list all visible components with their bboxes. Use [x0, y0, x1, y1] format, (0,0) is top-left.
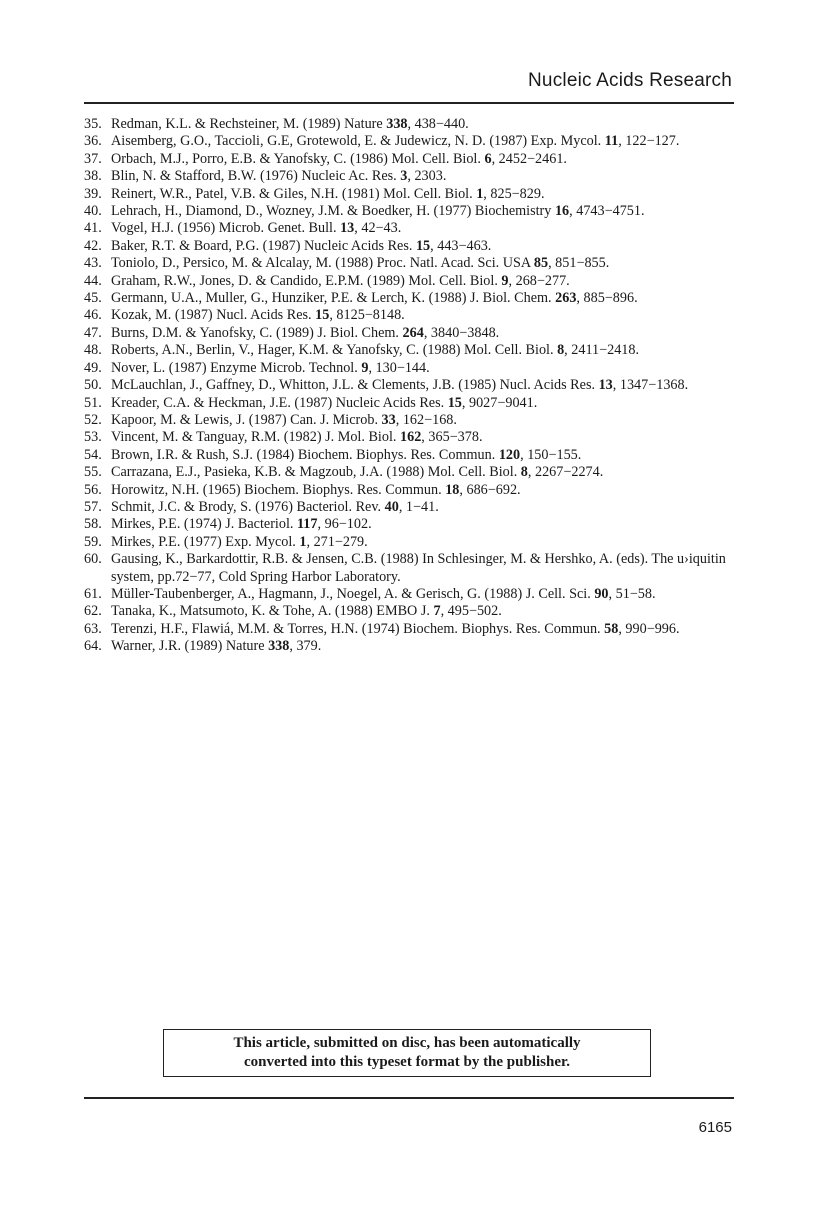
- reference-text: Toniolo, D., Persico, M. & Alcalay, M. (1988) Proc. Natl. Acad. Sci. USA: [111, 255, 534, 272]
- reference-pages: , 8125−8148.: [329, 307, 405, 324]
- reference-pages: , 851−855.: [548, 255, 610, 272]
- reference-number: 39.: [84, 185, 102, 202]
- reference-volume: 40: [384, 498, 399, 515]
- reference-item: [84, 603, 744, 620]
- reference-volume: 15: [447, 394, 462, 411]
- reference-volume: 9: [501, 272, 509, 289]
- reference-text: Kapoor, M. & Lewis, J. (1987) Can. J. Microb.: [111, 411, 382, 428]
- reference-pages: , 2303.: [407, 168, 447, 185]
- reference-pages: , 42−43.: [354, 220, 402, 237]
- reference-number: 44.: [84, 272, 102, 289]
- reference-volume: 3: [400, 168, 408, 185]
- disc-notice-box: [163, 1029, 651, 1077]
- reference-pages: , 2452−2461.: [491, 150, 567, 167]
- notice-line-1: This article, submitted on disc, has been automatically: [233, 1035, 581, 1051]
- reference-item: [84, 342, 744, 359]
- reference-volume: 85: [533, 255, 549, 272]
- reference-text: Terenzi, H.F., Flawiá, M.M. & Torres, H.N. (1974) Biochem. Biophys. Res. Commun.: [111, 620, 605, 637]
- reference-pages: , 885−896.: [576, 290, 638, 307]
- reference-item: [84, 168, 744, 185]
- reference-item: [84, 447, 744, 464]
- reference-text: Graham, R.W., Jones, D. & Candido, E.P.M. (1989) Mol. Cell. Biol.: [111, 272, 502, 289]
- reference-number: 42.: [84, 237, 102, 254]
- reference-item: [84, 151, 744, 168]
- reference-pages: , 130−144.: [368, 359, 430, 376]
- footer-rule: [84, 1097, 734, 1099]
- reference-text: Burns, D.M. & Yanofsky, C. (1989) J. Biol. Chem.: [111, 324, 403, 341]
- reference-number: 50.: [84, 377, 102, 394]
- reference-volume: 33: [381, 411, 396, 428]
- reference-volume: 162: [400, 429, 422, 446]
- reference-pages: , 9027−9041.: [461, 394, 538, 411]
- reference-number: 51.: [84, 394, 102, 411]
- reference-volume: 117: [297, 516, 318, 533]
- reference-volume: 9: [361, 359, 369, 376]
- reference-number: 46.: [84, 307, 102, 324]
- reference-pages: , 268−277.: [508, 272, 570, 289]
- reference-pages: , 3840−3848.: [423, 324, 500, 341]
- reference-item: [84, 307, 744, 324]
- reference-volume: 58: [604, 620, 619, 637]
- reference-number: 38.: [84, 168, 102, 185]
- reference-number: 59.: [84, 533, 102, 550]
- reference-volume: 8: [520, 464, 528, 481]
- reference-volume: 264: [402, 324, 424, 341]
- reference-text: Roberts, A.N., Berlin, V., Hager, K.M. & Yanofsky, C. (1988) Mol. Cell. Biol.: [111, 342, 558, 359]
- reference-text: Schmit, J.C. & Brody, S. (1976) Bacteriol. Rev.: [111, 498, 385, 515]
- reference-pages: , 150−155.: [520, 446, 582, 463]
- reference-number: 52.: [84, 411, 102, 428]
- reference-item: [84, 395, 744, 412]
- reference-pages: , 1−41.: [398, 498, 439, 515]
- reference-text: Nover, L. (1987) Enzyme Microb. Technol.: [111, 359, 362, 376]
- reference-volume: 11: [604, 133, 619, 150]
- reference-volume: 120: [498, 446, 521, 463]
- reference-number: 36.: [84, 133, 102, 150]
- reference-number: 43.: [84, 255, 102, 272]
- reference-continuation: system, pp.72−77, Cold Spring Harbor Laboratory.: [111, 568, 401, 585]
- reference-number: 58.: [84, 516, 102, 533]
- reference-text: Aisemberg, G.O., Taccioli, G.E, Grotewold, E. & Judewicz, N. D. (1987) Exp. Mycol.: [111, 133, 605, 150]
- reference-number: 40.: [84, 203, 102, 220]
- reference-item: [84, 621, 744, 638]
- reference-pages: , 122−127.: [618, 133, 680, 150]
- reference-text: Orbach, M.J., Porro, E.B. & Yanofsky, C. (1986) Mol. Cell. Biol.: [111, 150, 485, 167]
- reference-text: Vogel, H.J. (1956) Microb. Genet. Bull.: [111, 220, 341, 237]
- reference-volume: 18: [445, 481, 460, 498]
- reference-volume: 15: [315, 307, 330, 324]
- reference-volume: 13: [598, 377, 613, 394]
- reference-item: [84, 116, 744, 133]
- reference-volume: 8: [557, 342, 565, 359]
- reference-text: Müller-Taubenberger, A., Hagmann, J., Noegel, A. & Gerisch, G. (1988) J. Cell. Sci.: [111, 585, 595, 602]
- reference-number: 60.: [84, 551, 102, 568]
- reference-number: 37.: [84, 150, 102, 167]
- reference-item: [84, 516, 744, 533]
- reference-item: [84, 325, 744, 342]
- reference-number: 54.: [84, 446, 102, 463]
- reference-pages: , 4743−4751.: [569, 203, 645, 220]
- reference-item: [84, 377, 744, 394]
- reference-item: [84, 255, 744, 272]
- reference-item: [84, 290, 744, 307]
- reference-pages: , 96−102.: [317, 516, 372, 533]
- reference-item: [84, 273, 744, 290]
- header-rule: [84, 102, 734, 104]
- reference-text: Brown, I.R. & Rush, S.J. (1984) Biochem. Biophys. Res. Commun.: [111, 446, 499, 463]
- reference-number: 41.: [84, 220, 102, 237]
- reference-text: Redman, K.L. & Rechsteiner, M. (1989) Nature: [111, 116, 387, 132]
- reference-number: 47.: [84, 324, 102, 341]
- reference-text: McLauchlan, J., Gaffney, D., Whitton, J.L. & Clements, J.B. (1985) Nucl. Acids Res.: [111, 377, 599, 394]
- reference-item: [84, 133, 744, 150]
- reference-volume: 338: [386, 116, 408, 132]
- reference-volume: 15: [415, 237, 431, 254]
- reference-volume: 16: [554, 203, 570, 220]
- reference-pages: , 1347−1368.: [612, 377, 689, 394]
- reference-volume: 338: [268, 638, 290, 655]
- reference-item: [84, 534, 744, 551]
- reference-item: [84, 186, 744, 203]
- reference-pages: , 271−279.: [306, 533, 368, 550]
- reference-item: [84, 238, 744, 255]
- reference-pages: , 825−829.: [483, 185, 545, 202]
- reference-text: Baker, R.T. & Board, P.G. (1987) Nucleic Acids Res.: [111, 237, 416, 254]
- journal-title: Nucleic Acids Research: [528, 70, 732, 91]
- reference-text: Mirkes, P.E. (1974) J. Bacteriol.: [111, 516, 297, 533]
- reference-pages: , 438−440.: [407, 116, 469, 132]
- reference-number: 61.: [84, 585, 102, 602]
- reference-item: [84, 499, 744, 516]
- reference-pages: , 51−58.: [608, 585, 656, 602]
- reference-item: [84, 412, 744, 429]
- notice-line-2: converted into this typeset format by the publisher.: [243, 1054, 571, 1070]
- reference-pages: , 2267−2274.: [527, 464, 604, 481]
- reference-item: [84, 220, 744, 237]
- reference-number: 35.: [84, 116, 102, 132]
- reference-pages: , 443−463.: [430, 237, 492, 254]
- reference-pages: , 2411−2418.: [564, 342, 640, 359]
- reference-volume: 1: [299, 533, 307, 550]
- reference-number: 62.: [84, 603, 102, 620]
- reference-volume: 263: [555, 290, 577, 307]
- reference-text: Mirkes, P.E. (1977) Exp. Mycol.: [111, 533, 300, 550]
- reference-text: Tanaka, K., Matsumoto, K. & Tohe, A. (1988) EMBO J.: [111, 603, 434, 620]
- reference-text: Carrazana, E.J., Pasieka, K.B. & Magzoub, J.A. (1988) Mol. Cell. Biol.: [111, 464, 521, 481]
- reference-pages: , 379.: [289, 638, 322, 655]
- reference-number: 45.: [84, 290, 102, 307]
- reference-number: 56.: [84, 481, 102, 498]
- page-number: 6165: [698, 1119, 732, 1136]
- reference-text: Reinert, W.R., Patel, V.B. & Giles, N.H. (1981) Mol. Cell. Biol.: [111, 185, 477, 202]
- reference-number: 57.: [84, 498, 102, 515]
- reference-volume: 6: [484, 150, 492, 167]
- reference-pages: , 686−692.: [459, 481, 521, 498]
- reference-text: Vincent, M. & Tanguay, R.M. (1982) J. Mol. Biol.: [111, 429, 400, 446]
- reference-number: 63.: [84, 620, 102, 637]
- reference-text: Warner, J.R. (1989) Nature: [111, 638, 269, 655]
- reference-item: [84, 586, 744, 603]
- reference-number: 53.: [84, 429, 102, 446]
- reference-text: Lehrach, H., Diamond, D., Wozney, J.M. & Boedker, H. (1977) Biochemistry: [111, 203, 555, 220]
- reference-item: [84, 638, 744, 655]
- reference-pages: , 365−378.: [421, 429, 483, 446]
- reference-text: Horowitz, N.H. (1965) Biochem. Biophys. Res. Commun.: [111, 481, 446, 498]
- reference-item: [84, 551, 744, 586]
- reference-text: Germann, U.A., Muller, G., Hunziker, P.E. & Lerch, K. (1988) J. Biol. Chem.: [111, 290, 556, 307]
- reference-volume: 90: [594, 585, 609, 602]
- reference-pages: , 990−996.: [618, 620, 680, 637]
- reference-item: [84, 203, 744, 220]
- reference-text: Gausing, K., Barkardottir, R.B. & Jensen, C.B. (1988) In Schlesinger, M. & Hershko, A. (eds). The u›iquitin: [111, 551, 726, 568]
- reference-number: 48.: [84, 342, 102, 359]
- reference-item: [84, 429, 744, 446]
- reference-list: [84, 116, 744, 656]
- reference-number: 49.: [84, 359, 102, 376]
- reference-item: [84, 482, 744, 499]
- reference-number: 55.: [84, 464, 102, 481]
- reference-text: Kreader, C.A. & Heckman, J.E. (1987) Nucleic Acids Res.: [111, 394, 448, 411]
- reference-volume: 7: [433, 603, 441, 620]
- reference-item: [84, 464, 744, 481]
- reference-text: Blin, N. & Stafford, B.W. (1976) Nucleic Ac. Res.: [111, 168, 401, 185]
- reference-pages: , 495−502.: [440, 603, 502, 620]
- reference-number: 64.: [84, 638, 102, 655]
- reference-item: [84, 360, 744, 377]
- reference-pages: , 162−168.: [395, 411, 457, 428]
- reference-volume: 13: [340, 220, 355, 237]
- reference-volume: 1: [476, 185, 484, 202]
- reference-text: Kozak, M. (1987) Nucl. Acids Res.: [111, 307, 316, 324]
